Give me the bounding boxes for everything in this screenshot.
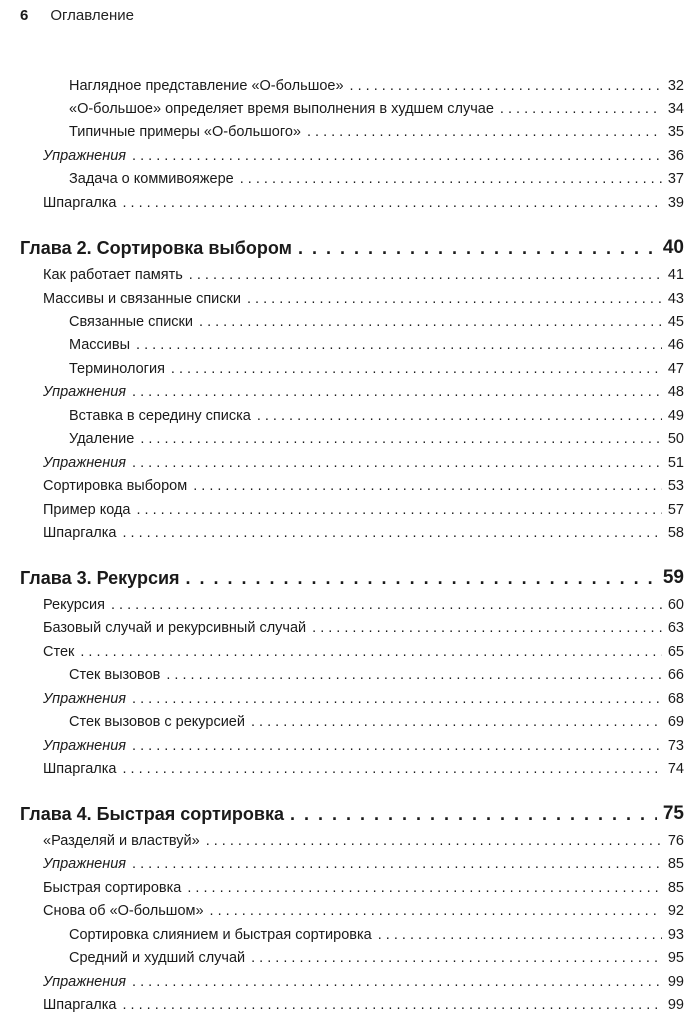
entry-title: Терминология xyxy=(69,361,171,377)
entry-title: Шпаргалка xyxy=(43,997,123,1013)
entry-page-number: 48 xyxy=(662,384,684,400)
entry-title: Упражнения xyxy=(43,738,132,754)
entry-title: Типичные примеры «O-большого» xyxy=(69,124,307,140)
exercises-entry xyxy=(0,969,700,990)
entry-title: Средний и худший случай xyxy=(69,950,251,966)
entry-page-number: 50 xyxy=(662,431,684,447)
dot-leader xyxy=(307,124,662,140)
entry-page-number: 99 xyxy=(662,974,684,990)
dot-leader xyxy=(123,525,662,541)
entry-page-number: 65 xyxy=(662,644,684,660)
toc-entry xyxy=(0,166,700,187)
entry-title: Стек вызовов с рекурсией xyxy=(69,714,251,730)
toc-entry xyxy=(0,922,700,943)
entry-page-number: 35 xyxy=(662,124,684,140)
chapter-entry xyxy=(0,563,700,589)
entry-title: Глава 3. Рекурсия xyxy=(20,568,186,589)
entry-page-number: 60 xyxy=(662,597,684,613)
entry-page-number: 47 xyxy=(662,361,684,377)
dot-leader xyxy=(251,714,662,730)
toc-entry xyxy=(0,945,700,966)
entry-page-number: 76 xyxy=(662,833,684,849)
entry-title: Стек xyxy=(43,644,80,660)
toc-entry xyxy=(0,403,700,424)
dot-leader xyxy=(210,903,662,919)
entry-title: Упражнения xyxy=(43,384,132,400)
entry-title: «O-большое» определяет время выполнения в худшем случае xyxy=(69,101,500,117)
dot-leader xyxy=(189,267,662,283)
dot-leader xyxy=(123,997,662,1013)
toc-entry xyxy=(0,520,700,541)
dot-leader xyxy=(166,667,661,683)
dot-leader xyxy=(137,502,662,518)
toc-entry xyxy=(0,875,700,896)
chapter-entry xyxy=(0,799,700,825)
entry-title: Шпаргалка xyxy=(43,525,123,541)
toc-entry xyxy=(0,592,700,613)
toc-entry xyxy=(0,332,700,353)
entry-title: Массивы и связанные списки xyxy=(43,291,247,307)
entry-page-number: 99 xyxy=(662,997,684,1013)
toc-entry xyxy=(0,615,700,636)
entry-page-number: 32 xyxy=(662,78,684,94)
dot-leader xyxy=(378,927,662,943)
entry-title: Глава 4. Быстрая сортировка xyxy=(20,804,290,825)
entry-page-number: 68 xyxy=(662,691,684,707)
dot-leader xyxy=(132,738,662,754)
dot-leader xyxy=(257,408,662,424)
entry-page-number: 59 xyxy=(657,567,684,589)
entry-title: «Разделяй и властвуй» xyxy=(43,833,206,849)
entry-title: Стек вызовов xyxy=(69,667,166,683)
chapter-entry xyxy=(0,233,700,259)
toc-entry xyxy=(0,828,700,849)
dot-leader xyxy=(140,431,662,447)
entry-page-number: 58 xyxy=(662,525,684,541)
entry-title: Упражнения xyxy=(43,974,132,990)
entry-title: Упражнения xyxy=(43,691,132,707)
entry-title: Упражнения xyxy=(43,856,132,872)
exercises-entry xyxy=(0,379,700,400)
page-number: 6 xyxy=(20,7,29,24)
dot-leader xyxy=(123,195,662,211)
entry-title: Пример кода xyxy=(43,502,137,518)
exercises-entry xyxy=(0,851,700,872)
entry-page-number: 53 xyxy=(662,478,684,494)
dot-leader xyxy=(206,833,662,849)
dot-leader xyxy=(312,620,662,636)
entry-page-number: 41 xyxy=(662,267,684,283)
entry-page-number: 73 xyxy=(662,738,684,754)
toc-entry xyxy=(0,662,700,683)
dot-leader xyxy=(132,148,662,164)
toc-entry xyxy=(0,309,700,330)
toc-entry xyxy=(0,898,700,919)
dot-leader xyxy=(247,291,662,307)
entry-title: Шпаргалка xyxy=(43,195,123,211)
exercises-entry xyxy=(0,143,700,164)
entry-title: Упражнения xyxy=(43,455,132,471)
entry-page-number: 43 xyxy=(662,291,684,307)
entry-page-number: 37 xyxy=(662,171,684,187)
entry-title: Шпаргалка xyxy=(43,761,123,777)
entry-title: Базовый случай и рекурсивный случай xyxy=(43,620,312,636)
entry-page-number: 85 xyxy=(662,856,684,872)
entry-page-number: 40 xyxy=(657,237,684,259)
entry-title: Быстрая сортировка xyxy=(43,880,187,896)
entry-title: Упражнения xyxy=(43,148,132,164)
entry-page-number: 46 xyxy=(662,337,684,353)
dot-leader xyxy=(136,337,662,353)
entry-page-number: 45 xyxy=(662,314,684,330)
toc-entry xyxy=(0,473,700,494)
dot-leader xyxy=(199,314,662,330)
entry-page-number: 85 xyxy=(662,880,684,896)
dot-leader xyxy=(193,478,662,494)
entry-page-number: 63 xyxy=(662,620,684,636)
toc-entry xyxy=(0,96,700,117)
toc-entry xyxy=(0,262,700,283)
toc-entry xyxy=(0,639,700,660)
entry-page-number: 49 xyxy=(662,408,684,424)
entry-title: Как работает память xyxy=(43,267,189,283)
dot-leader xyxy=(350,78,662,94)
exercises-entry xyxy=(0,733,700,754)
entry-page-number: 51 xyxy=(662,455,684,471)
entry-page-number: 66 xyxy=(662,667,684,683)
dot-leader xyxy=(80,644,662,660)
toc-entry xyxy=(0,190,700,211)
entry-page-number: 95 xyxy=(662,950,684,966)
dot-leader xyxy=(132,974,662,990)
entry-page-number: 69 xyxy=(662,714,684,730)
entry-title: Сортировка слиянием и быстрая сортировка xyxy=(69,927,378,943)
toc-entry xyxy=(0,426,700,447)
entry-title: Удаление xyxy=(69,431,140,447)
dot-leader xyxy=(186,568,657,589)
dot-leader xyxy=(500,101,662,117)
dot-leader xyxy=(290,804,657,825)
exercises-entry xyxy=(0,686,700,707)
entry-title: Связанные списки xyxy=(69,314,199,330)
toc-entry xyxy=(0,73,700,94)
dot-leader xyxy=(251,950,662,966)
entry-title: Массивы xyxy=(69,337,136,353)
toc-entry xyxy=(0,119,700,140)
entry-page-number: 34 xyxy=(662,101,684,117)
toc-entry xyxy=(0,356,700,377)
dot-leader xyxy=(298,238,657,259)
dot-leader xyxy=(171,361,662,377)
dot-leader xyxy=(132,856,662,872)
entry-title: Глава 2. Сортировка выбором xyxy=(20,238,298,259)
toc-entry xyxy=(0,992,700,1013)
entry-page-number: 39 xyxy=(662,195,684,211)
dot-leader xyxy=(132,691,662,707)
entry-title: Сортировка выбором xyxy=(43,478,193,494)
exercises-entry xyxy=(0,450,700,471)
toc-entry xyxy=(0,286,700,307)
entry-page-number: 36 xyxy=(662,148,684,164)
entry-page-number: 93 xyxy=(662,927,684,943)
entry-title: Задача о коммивояжере xyxy=(69,171,240,187)
dot-leader xyxy=(240,171,662,187)
entry-page-number: 57 xyxy=(662,502,684,518)
entry-page-number: 75 xyxy=(657,803,684,825)
dot-leader xyxy=(187,880,662,896)
dot-leader xyxy=(132,384,662,400)
toc-entry xyxy=(0,497,700,518)
dot-leader xyxy=(111,597,662,613)
entry-title: Вставка в середину списка xyxy=(69,408,257,424)
entry-title: Снова об «O-большом» xyxy=(43,903,210,919)
dot-leader xyxy=(123,761,662,777)
entry-title: Рекурсия xyxy=(43,597,111,613)
running-title: Оглавление xyxy=(50,7,134,24)
toc-entry xyxy=(0,756,700,777)
dot-leader xyxy=(132,455,662,471)
entry-page-number: 92 xyxy=(662,903,684,919)
entry-page-number: 74 xyxy=(662,761,684,777)
entry-title: Наглядное представление «O-большое» xyxy=(69,78,350,94)
toc-entry xyxy=(0,709,700,730)
